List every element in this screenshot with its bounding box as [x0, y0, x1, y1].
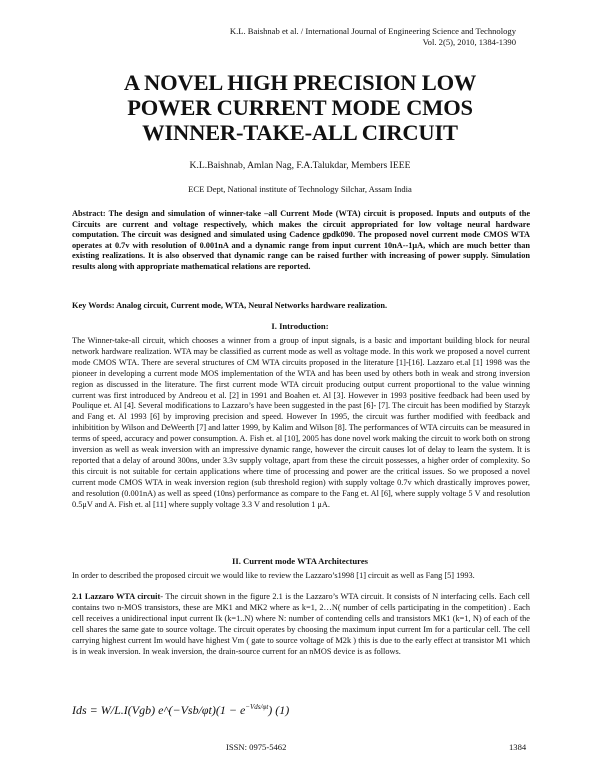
lazzaro-body: - The circuit shown in the figure 2.1 is the Lazzaro’s WTA circuit. It consists of N interfacing cells. Each cell contains two n-MOS transistors, these are MK1 and MK2 where as k=1, 2…N( number of cells participating in the competition) . Each cell receives a unidirectional input current Ik (k=1..N) where N: number of contending cells and transistors MK1 (k=1, N) of each of the cell shares the same gate to source voltage. The circuit operates by choosing the maximum input current Im for a particular cell. The cell carrying highest current Im would have highest Vm ( gate to source voltage of M2k ) this is due to the early effect at transistor M1 which is in weak inversion. In weak inversion, the drain-source current for an nMOS device is as follows. [72, 592, 530, 656]
author-list: K.L.Baishnab, Amlan Nag, F.A.Talukdar, Members IEEE [189, 160, 411, 171]
section-heading-architectures: II. Current mode WTA Architectures [232, 556, 368, 566]
paper-title [60, 70, 540, 145]
journal-citation: K.L. Baishnab et al. / International Journal of Engineering Science and Technology [229, 26, 516, 36]
title-line-1: A NOVEL HIGH PRECISION LOW [123, 70, 477, 95]
equation-1 [72, 703, 289, 718]
footer-issn: ISSN: 0975-5462 [226, 742, 287, 752]
section-heading-introduction: I. Introduction: [271, 321, 329, 331]
introduction-paragraph: The Winner-take-all circuit, which chooses a winner from a group of input signals, is a basic and important building block for neural network hardware realization. WTA may be classified as current mode as well as voltage mode. In this work we proposed a novel current mode CMOS WTA. There are several structures of CM WTA circuits proposed in the literature [1]-[16]. Lazzaro et.al [1] 1998 was the pioneer in developing a current mode MOS implementation of the WTA and has been used by others both in weak and strong inversion region as discussed in the literature. The first current mode WTA circuit producing output current proportional to the value winning current was first introduced by Andreou et al. [2] in 1991 and Boahen et. Al [3]. However in 1993 positive feedback had been used by Poulique et. Al [4]. Several modifications to Lazzaro’s have been suggested in the past [6]- [7]. The circuit has been modified by Starzyk and Fang et. Al 1993 [6] by improving precision and speed. However In 1995, the circuit was further modified with feedback and inhibitition by Wilson and DeWeerth [7] and latter 1999, by Kalim and Wilson [8]. The performances of WTA circuits can be measured in terms of speed, accuracy and power consumption. A. Fish et. al [10], 2005 has done novel work making the circuit to work both on strong inversion as well as weak inversion with an impressive dynamic range, however the circuit causes lot of delay to learn the system. It is reported that a delay of around 300ns, under 3.3v supply voltage, apart from these the circuit possesses, a higher order of complexity. So this circuit is not suitable for certain applications where time of processing and power are the critical issues. So we proposed a novel current mode CMOS WTA in weak inversion region (sub threshold region) with supply voltage 0.7v which drastically improves power, and resolution (0.001nA) as well as speed (10ns) performance as compare to the Fang et. Al [6], where supply voltage 5 V and resolution 0.5μV and A. Fish et. al [11] where supply voltage 3.3 V and resolution 1 μA. [72, 336, 530, 509]
lazzaro-paragraph [72, 592, 530, 657]
volume-info: Vol. 2(5), 2010, 1384-1390 [422, 37, 516, 47]
equation-exponent: −Vds/φt [245, 703, 269, 711]
abstract: Abstract: The design and simulation of winner-take –all Current Mode (WTA) circuit is proposed. Inputs and outputs of the Circuits are current and voltage respectively, which makes the circuit appropriated for low voltage neural hardware computation. The circuit was designed and simulated using Cadence gpdk090. The proposed novel current mode CMOS WTA operates at 0.7v with resolution of 0.001nA and a dynamic range from input current 10nA--1μA, which are much better than existing realizations. It is also observed that dynamic range can be raised further with increasing of power supply. Simulation results along with appropriate mathematical relations are reported. [72, 209, 530, 271]
equation-main: Ids = W/L.I(Vgb) e^(−Vsb/φt)(1 − e [72, 703, 246, 717]
architectures-intro-paragraph: In order to described the proposed circuit we would like to review the Lazzaro’s1998 [1] circuit as well as Fang [5] 1993. [72, 571, 475, 580]
subsection-heading-lazzaro: 2.1 Lazzaro WTA circuit [72, 592, 161, 601]
title-line-2: POWER CURRENT MODE CMOS [127, 95, 473, 120]
page-number: 1384 [509, 742, 527, 752]
keywords: Key Words: Analog circuit, Current mode, WTA, Neural Networks hardware realization. [72, 301, 388, 310]
equation-tail: ) (1) [268, 703, 290, 717]
running-head [230, 26, 516, 48]
title-line-3: WINNER-TAKE-ALL CIRCUIT [142, 120, 458, 145]
affiliation: ECE Dept, National institute of Technology Silchar, Assam India [188, 184, 412, 194]
